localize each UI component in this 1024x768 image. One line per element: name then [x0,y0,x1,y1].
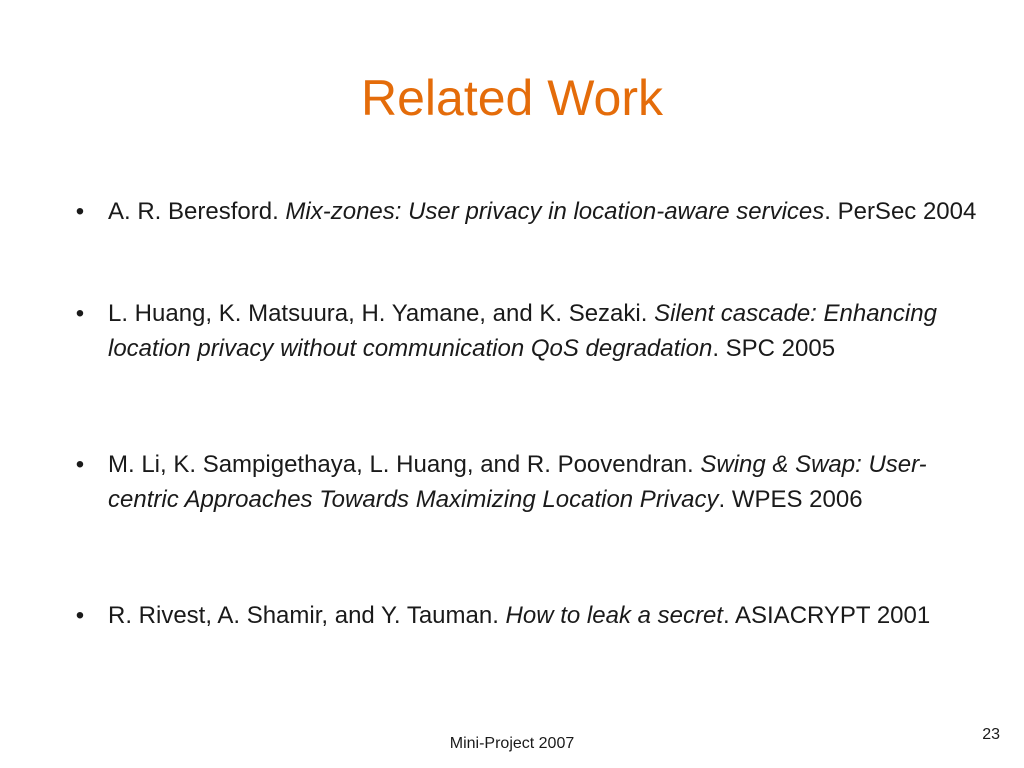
bullet-icon: • [75,198,85,225]
bullet-icon: • [75,300,85,327]
reference-item [75,194,988,229]
reference-title: Silent cascade: Enhancing location privacy without communication QoS degradation [108,300,937,362]
bullet-icon: • [75,602,85,629]
reference-authors: A. R. Beresford. [108,198,286,225]
reference-authors: R. Rivest, A. Shamir, and Y. Tauman. [108,602,506,629]
reference-authors: L. Huang, K. Matsuura, H. Yamane, and K. Sezaki. [108,300,655,327]
reference-item [75,598,988,633]
reference-title: Swing & Swap: User-centric Approaches Towards Maximizing Location Privacy [108,451,927,513]
reference-authors: M. Li, K. Sampigethaya, L. Huang, and R. Poovendran. [108,451,701,478]
reference-venue: . WPES 2006 [718,486,863,513]
reference-item [75,447,988,517]
reference-venue: . PerSec 2004 [824,198,977,225]
slide-title: Related Work [361,70,663,126]
reference-venue: . SPC 2005 [712,335,836,362]
bullet-icon: • [75,451,85,478]
page-number: 23 [982,726,1000,743]
reference-title: How to leak a secret [505,602,723,629]
reference-venue: . ASIACRYPT 2001 [722,602,931,629]
reference-title: Mix-zones: User privacy in location-aware services [285,198,825,225]
reference-item [75,296,988,366]
slide-footer: Mini-Project 2007 [449,735,575,752]
